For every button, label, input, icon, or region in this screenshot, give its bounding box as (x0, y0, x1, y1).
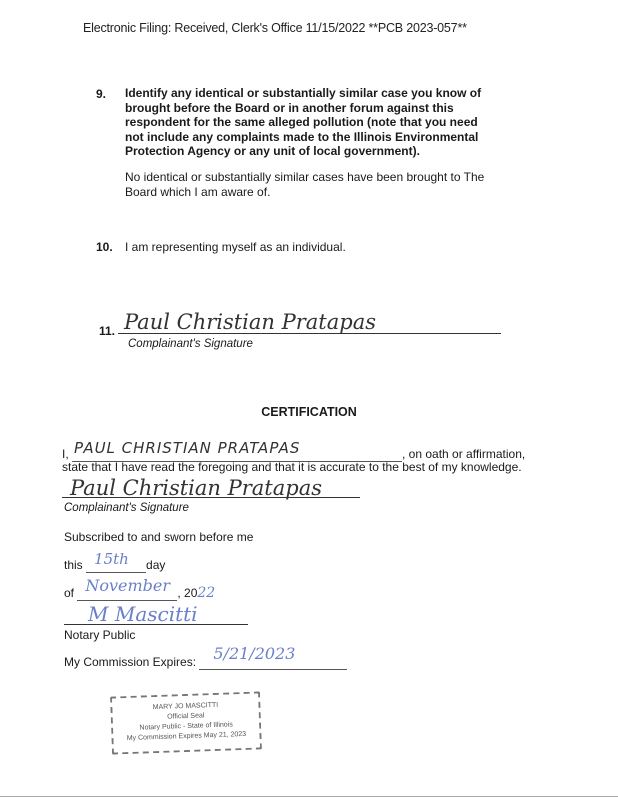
item-11-number: 11. (99, 324, 116, 338)
cert-name-handwritten: PAUL CHRISTIAN PRATAPAS (74, 438, 301, 457)
notary-seal-stamp (110, 691, 262, 754)
cert-this-label: this (64, 558, 83, 572)
cert-year-value: 22 (197, 585, 216, 601)
cert-month-value: November (85, 575, 171, 595)
commission-line (64, 643, 347, 670)
cert-month-line (64, 575, 216, 601)
item-9-question: Identify any identical or substantially similar case you know of brought before the Board or in another forum against this respondent for the same alleged pollution (note that you need not include any complaints made to the Illinois Environmental Protection Agency or any unit of local government). (125, 86, 482, 158)
notary-label: Notary Public (64, 628, 136, 642)
item-9-number: 9. (96, 87, 107, 101)
cert-subscribed: Subscribed to and sworn before me (64, 530, 254, 544)
cert-suffix: , on oath or affirmation, (402, 447, 526, 461)
item-10-text: I am representing myself as an individual. (125, 240, 346, 254)
filing-header: Electronic Filing: Received, Clerk's Office 11/15/2022 **PCB 2023-057** (83, 21, 467, 35)
stamp-line-3: Notary Public - State of Illinois (139, 721, 233, 732)
stamp-line-1: MARY JO MASCITTI (152, 701, 219, 712)
commission-field (199, 643, 347, 670)
cert-signature: Paul Christian Pratapas (70, 476, 323, 500)
commission-value: 5/21/2023 (213, 643, 296, 663)
cert-signature-label: Complainant's Signature (64, 502, 189, 514)
stamp-line-4: My Commission Expires May 21, 2023 (126, 730, 247, 743)
stamp-line-2: Official Seal (167, 712, 205, 721)
notary-signature: M Mascitti (88, 602, 198, 626)
cert-day-label: day (146, 558, 166, 572)
page-bottom-rule (0, 796, 618, 797)
cert-year-prefix: , 20 (177, 586, 198, 600)
certification-title: CERTIFICATION (261, 405, 357, 419)
cert-prefix: I, (62, 447, 69, 461)
item-11-signature: Paul Christian Pratapas (124, 310, 377, 334)
cert-of-label: of (64, 586, 75, 600)
commission-label: My Commission Expires: (64, 655, 197, 669)
item-10-number: 10. (96, 240, 113, 254)
certification-line-2: state that I have read the foregoing and that it is accurate to the best of my knowledge. (62, 460, 522, 474)
cert-day-value: 15th (94, 549, 129, 568)
cert-day-line (64, 549, 166, 573)
cert-month-field (77, 575, 177, 601)
item-9-answer: No identical or substantially similar cases have been brought to The Board which I am aware of. (125, 170, 485, 199)
cert-day-field (86, 549, 146, 573)
item-11-signature-label: Complainant's Signature (128, 338, 253, 350)
